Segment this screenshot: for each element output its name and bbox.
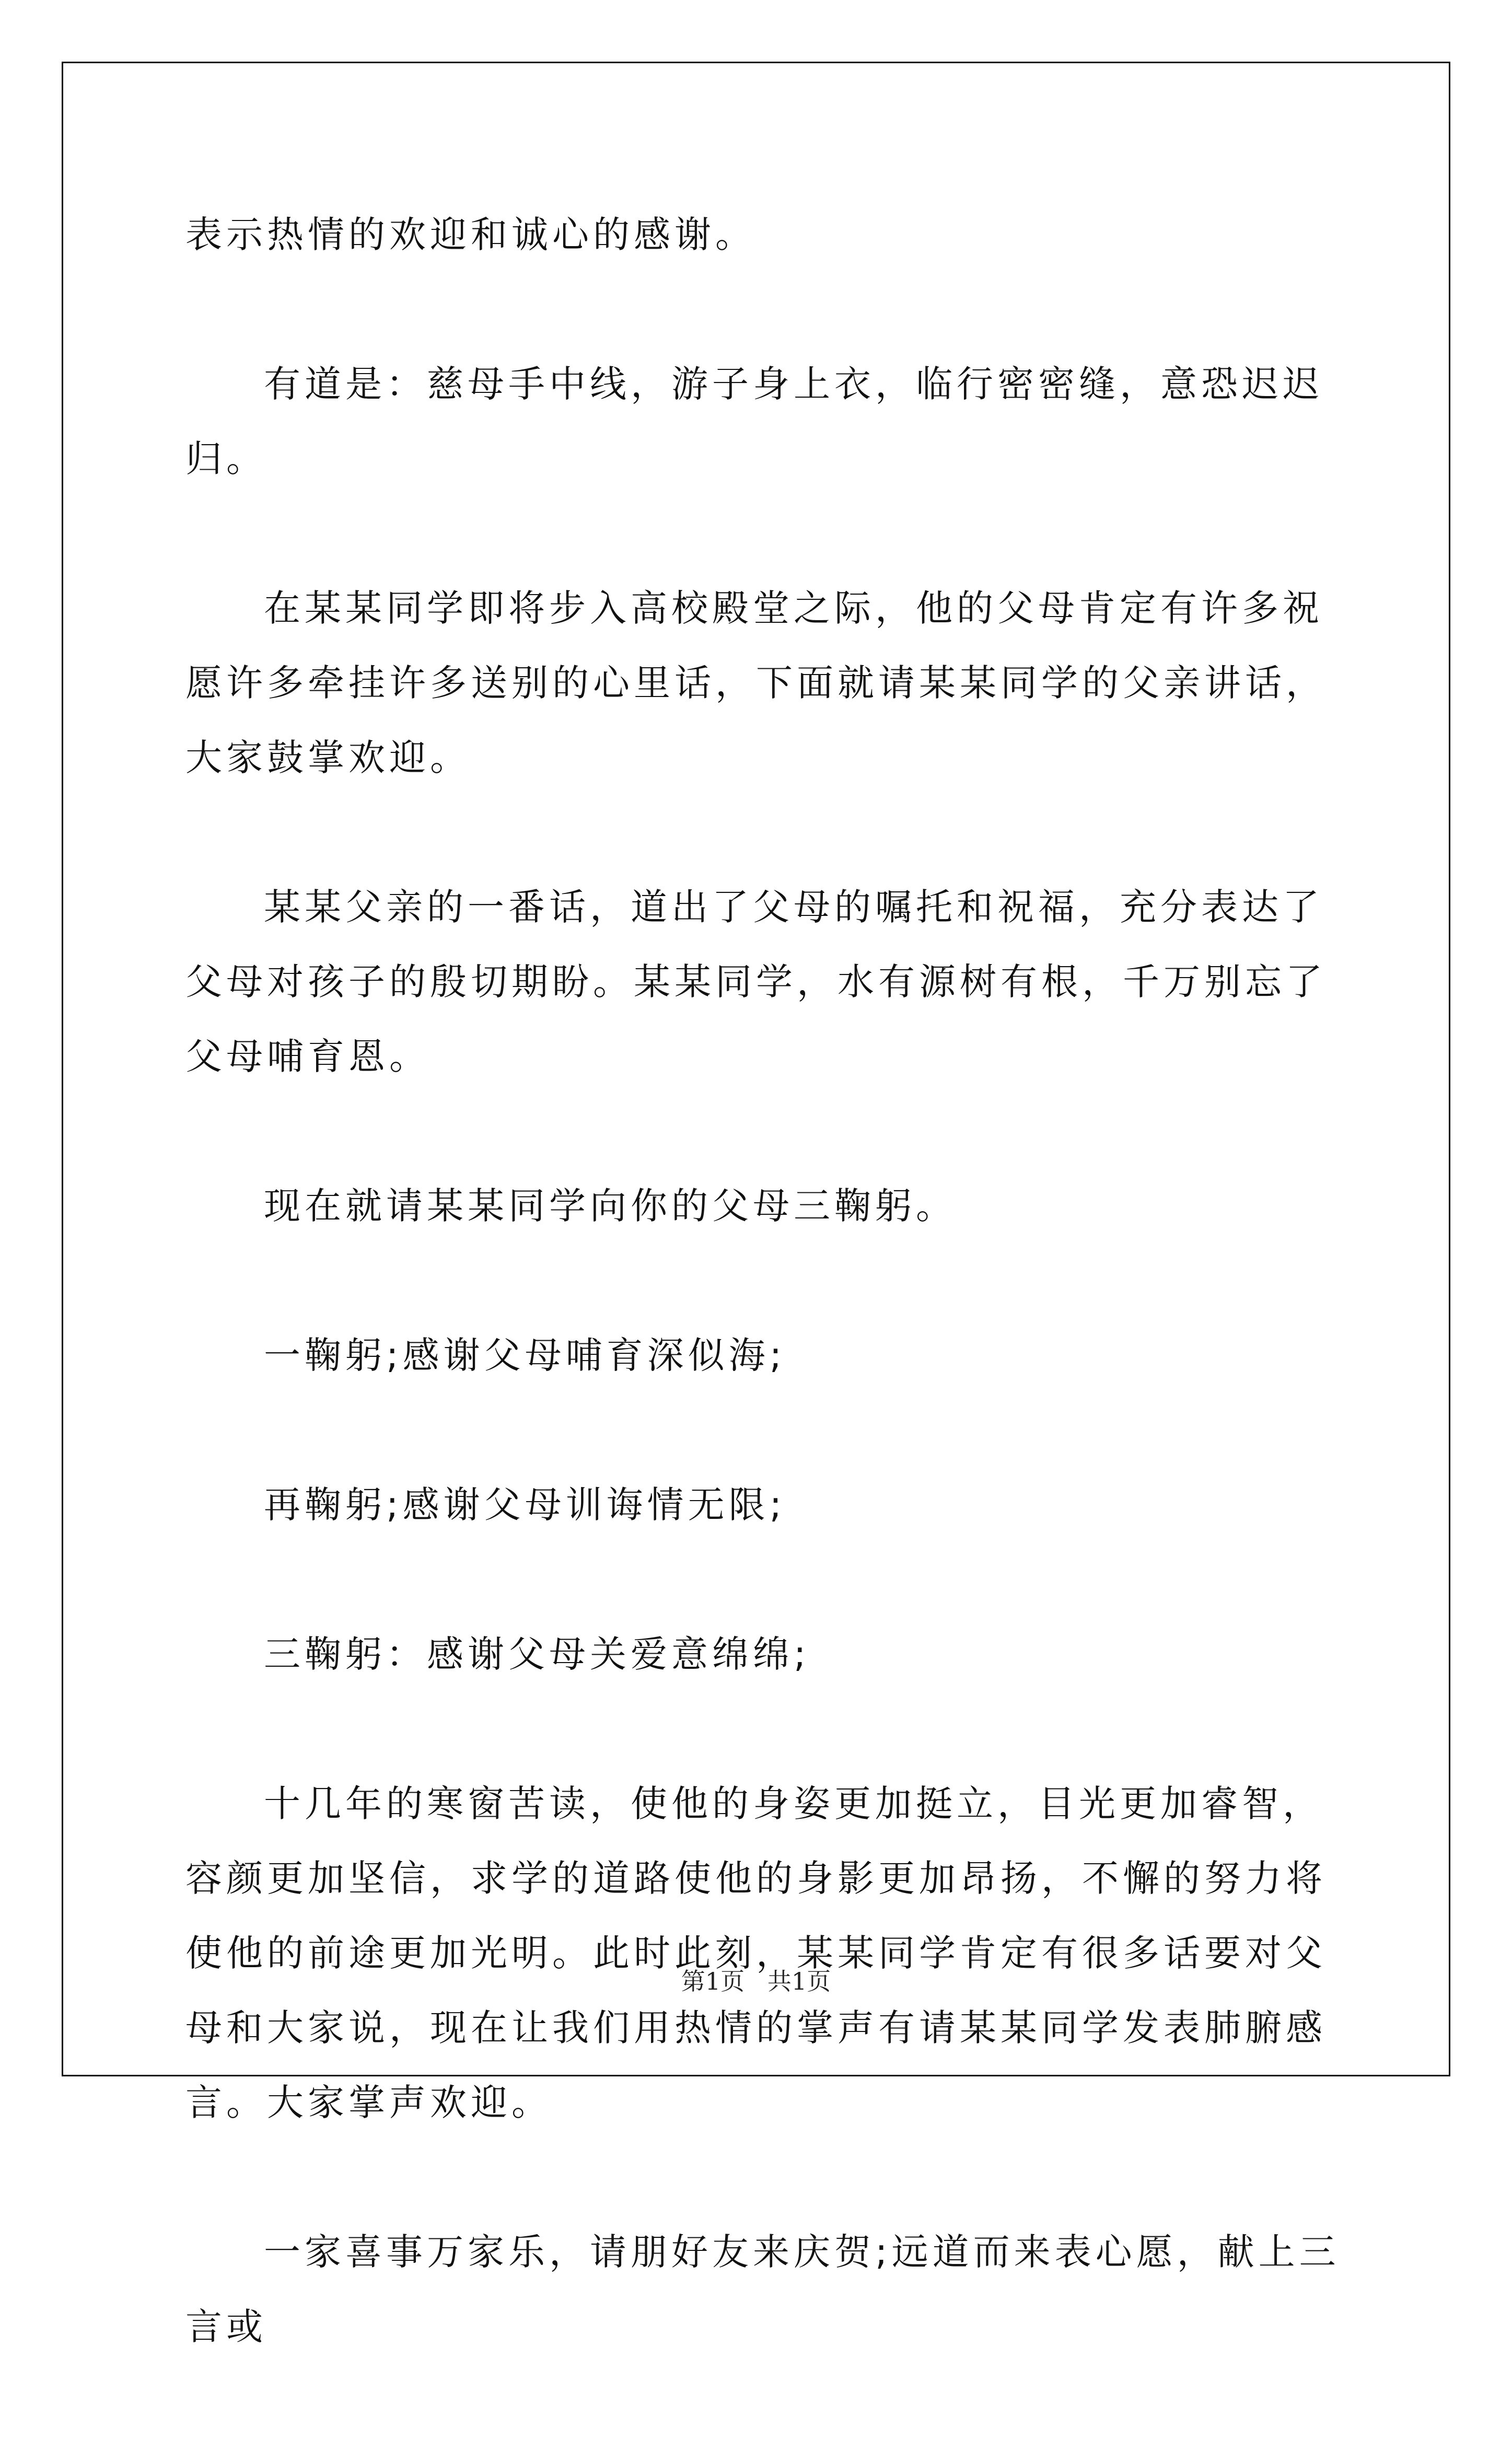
document-body: [185, 198, 1356, 2439]
paragraph-6: 一鞠躬;感谢父母哺育深似海;: [264, 1334, 786, 1377]
paragraph-2: 有道是：慈母手中线，游子身上衣，临行密密缝，意恐迟迟归。: [185, 363, 1323, 480]
paragraph-8: 三鞠躬：感谢父母关爱意绵绵;: [264, 1633, 810, 1676]
paragraph-3: 在某某同学即将步入高校殿堂之际，他的父母肯定有许多祝愿许多牵挂许多送别的心里话，下面就请某某同学的父亲讲话，大家鼓掌欢迎。: [185, 587, 1327, 779]
paragraph-7: 再鞠躬;感谢父母训诲情无限;: [264, 1483, 786, 1526]
paragraph-5: 现在就请某某同学向你的父母三鞠躬。: [264, 1184, 957, 1227]
paragraph-10: 一家喜事万家乐，请朋好友来庆贺;远道而来表心愿，献上三言或: [185, 2231, 1340, 2348]
page-number-footer: 第1页 共1页: [681, 1967, 831, 1995]
paragraph-1: 表示热情的欢迎和诚心的感谢。: [185, 213, 756, 256]
paragraph-9: 十几年的寒窗苦读，使他的身姿更加挺立，目光更加睿智，容颜更加坚信，求学的道路使他的身影更加昂扬，不懈的努力将使他的前途更加光明。此时此刻，某某同学肯定有很多话要对父母和大家说，现在让我们用热情的掌声有请某某同学发表肺腑感言。大家掌声欢迎。: [185, 1782, 1327, 2124]
paragraph-4: 某某父亲的一番话，道出了父母的嘱托和祝福，充分表达了父母对孩子的殷切期盼。某某同学，水有源树有根，千万别忘了父母哺育恩。: [185, 886, 1327, 1078]
